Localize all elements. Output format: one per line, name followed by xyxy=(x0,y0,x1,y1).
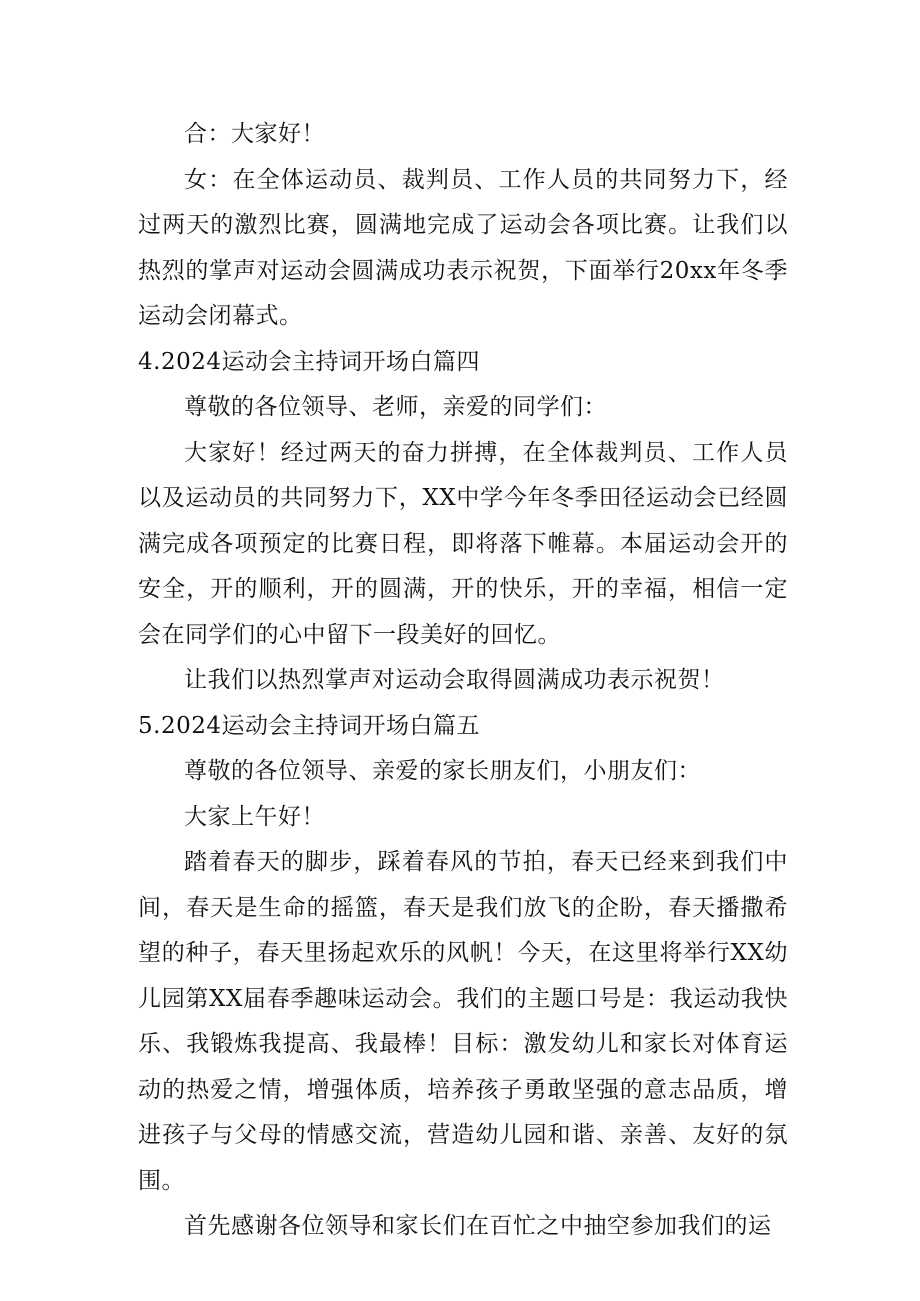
paragraph-body-5: 踏着春天的脚步，踩着春风的节拍，春天已经来到我们中间，春天是生命的摇篮，春天是我们放飞的企盼，春天播撒希望的种子，春天里扬起欢乐的风帆！今天，在这里将举行XX幼儿园第XX届春季趣味运动会。我们的主题口号是：我运动我快乐、我锻炼我提高、我最棒！目标：激发幼儿和家长对体育运动的热爱之情，增强体质，培养孩子勇敢坚强的意志品质，增进孩子与父母的情感交流，营造幼儿园和谐、亲善、友好的氛围。 xyxy=(138,849,788,1194)
document-body xyxy=(138,112,788,1250)
paragraph-congrats-4: 让我们以热烈掌声对运动会取得圆满成功表示祝贺！ xyxy=(184,667,725,693)
paragraph-salutation-5: 尊敬的各位领导、亲爱的家长朋友们，小朋友们： xyxy=(184,758,701,784)
paragraph-greeting-all: 合：大家好！ xyxy=(184,121,325,147)
paragraph-good-morning: 大家上午好！ xyxy=(184,803,325,830)
paragraph-female-host-closing: 女：在全体运动员、裁判员、工作人员的共同努力下，经过两天的激烈比赛，圆满地完成了运动会各项比赛。让我们以热烈的掌声对运动会圆满成功表示祝贺，下面举行20xx年冬季运动会闭幕式。 xyxy=(138,166,788,329)
section-heading-5: 5.2024运动会主持词开场白篇五 xyxy=(138,712,480,739)
paragraph-salutation-4: 尊敬的各位领导、老师，亲爱的同学们： xyxy=(184,394,607,420)
paragraph-body-4: 大家好！经过两天的奋力拼搏，在全体裁判员、工作人员以及运动员的共同努力下，XX中学今年冬季田径运动会已经圆满完成各项预定的比赛日程，即将落下帷幕。本届运动会开的安全，开的顺利，开的圆满，开的快乐，开的幸福，相信一定会在同学们的心中留下一段美好的回忆。 xyxy=(138,439,788,648)
paragraph-thanks-5: 首先感谢各位领导和家长们在百忙之中抽空参加我们的运 xyxy=(184,1213,772,1239)
section-heading-4: 4.2024运动会主持词开场白篇四 xyxy=(138,348,480,375)
